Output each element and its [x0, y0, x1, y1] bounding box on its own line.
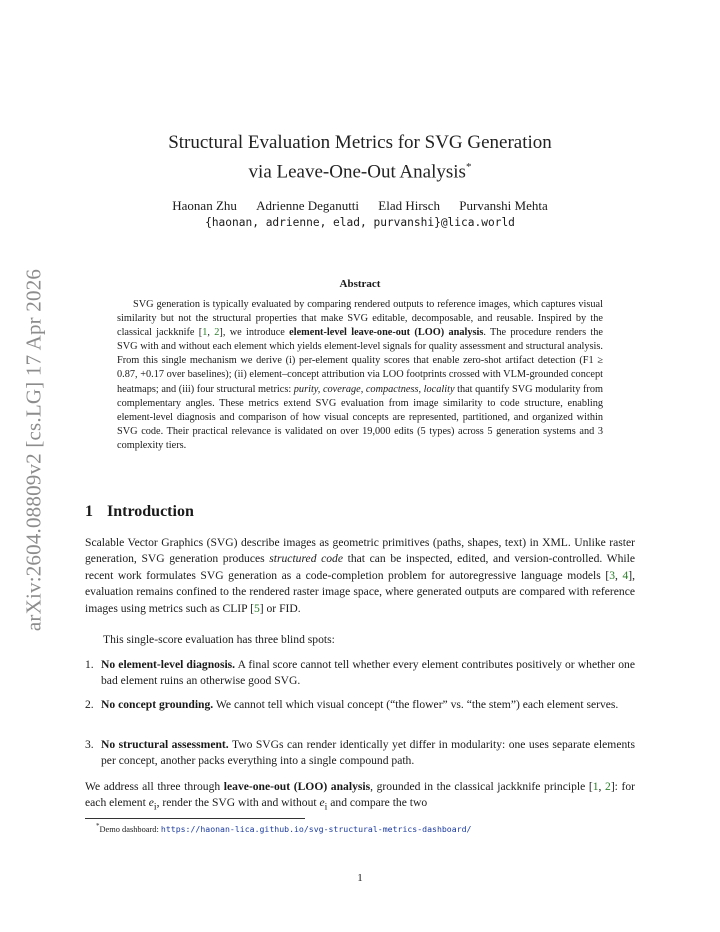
footnote-divider [85, 818, 305, 819]
page-number: 1 [357, 872, 363, 884]
author-name: Adrienne Deganutti [256, 198, 360, 213]
list-item: 3. No structural assessment. Two SVGs can render identically yet differ in modularity: one uses separate elements per concept, another packs everything into a single compound path. [85, 738, 635, 768]
section-title: Introduction [107, 503, 194, 520]
citation-link[interactable]: 2 [214, 327, 220, 339]
list-marker: 1. [85, 658, 94, 671]
section-number: 1 [85, 503, 93, 520]
intro-paragraph-3: We address all three through leave-one-out (LOO) analysis, grounded in the classical jackknife principle [1, 2]: for each element $e_i$, render the SVG with and without $e_i$ and compare the two [85, 780, 636, 813]
author-name: Elad Hirsch [378, 198, 441, 213]
author-emails: {haonan, adrienne, elad, purvanshi}@lica.world [205, 216, 515, 229]
list-marker: 2. [85, 698, 94, 711]
author-list [0, 198, 720, 214]
abstract-emphasis: element-level leave-one-out (LOO) analysis [289, 327, 484, 339]
citation-link[interactable]: 1 [202, 327, 208, 339]
footnote: *Demo dashboard: https://haonan-lica.github.io/svg-structural-metrics-dashboard/ [96, 822, 472, 834]
citation-link[interactable]: 2 [605, 780, 611, 793]
abstract-body: SVG generation is typically evaluated by comparing rendered outputs to reference images, which captures visual similarity but not the structural properties that make SVG editable, decomposable, and reusable. Inspired by the classical jackknife [1, 2], we introduce element-level leave-one-out (LOO) analysis. The procedure renders the SVG with and without each element which yields element-level signals for quality assessment and structural analysis. From this single mechanism we derive (i) per-element quality scores that enable zero-shot artifact detection (F1 ≥ 0.87, +0.17 over baselines); (ii) element–concept attribution via LOO footprints crossed with VLM-grounded concept heatmaps; and (iii) four structural metrics: purity, coverage, compactness, locality that quantify SVG modularity from complementary angles. These metrics extend SVG evaluation from image similarity to code structure, enabling element-level diagnosis and comparison of how visual concepts are represented, partitioned, and organized within SVG code. Their practical relevance is validated on over 19,000 edits (5 types) across 5 generation systems and 3 complexity tiers. [117, 299, 603, 451]
section-heading [85, 503, 194, 521]
abstract-heading: Abstract [339, 278, 381, 290]
arxiv-identifier-stamp: arXiv:2604.08809v2 [cs.LG] 17 Apr 2026 [21, 268, 46, 632]
list-marker: 3. [85, 738, 94, 751]
list-item: 1. No element-level diagnosis. A final score cannot tell whether every element contributes positively or whether one bad element ruins an otherwise good SVG. [85, 658, 635, 688]
dashboard-link[interactable]: https://haonan-lica.github.io/svg-structural-metrics-dashboard/ [160, 823, 472, 834]
abstract-italic-terms: purity, coverage, compactness, locality [293, 383, 455, 395]
author-name: Haonan Zhu [172, 198, 237, 213]
citation-link[interactable]: 5 [253, 601, 260, 615]
paper-title [0, 131, 720, 184]
citation-link[interactable]: 1 [592, 780, 599, 793]
intro-paragraph-2: This single-score evaluation has three blind spots: [103, 633, 335, 646]
intro-paragraph-1: Scalable Vector Graphics (SVG) describe images as geometric primitives (paths, shapes, text) in XML. Unlike raster generation, SVG generation produces structured code that can be inspected, edited, and version-controlled. While recent work formulates SVG generation as a code-completion problem for autoregressive language models [3, 4], evaluation remains confined to the rendered raster image space, where generated outputs are compared with reference images using metrics such as CLIP [5] or FID. [85, 536, 636, 615]
author-name: Purvanshi Mehta [459, 198, 548, 213]
citation-link[interactable]: 3 [609, 568, 615, 582]
title-line-2: via Leave-One-Out Analysis* [248, 161, 472, 183]
title-line-1: Structural Evaluation Metrics for SVG Generation [168, 132, 552, 153]
list-item: 2. No concept grounding. We cannot tell which visual concept (“the flower” vs. “the stem”) each element serves. [85, 697, 635, 713]
citation-link[interactable]: 4 [622, 568, 629, 582]
footnote-marker: * [465, 161, 472, 173]
